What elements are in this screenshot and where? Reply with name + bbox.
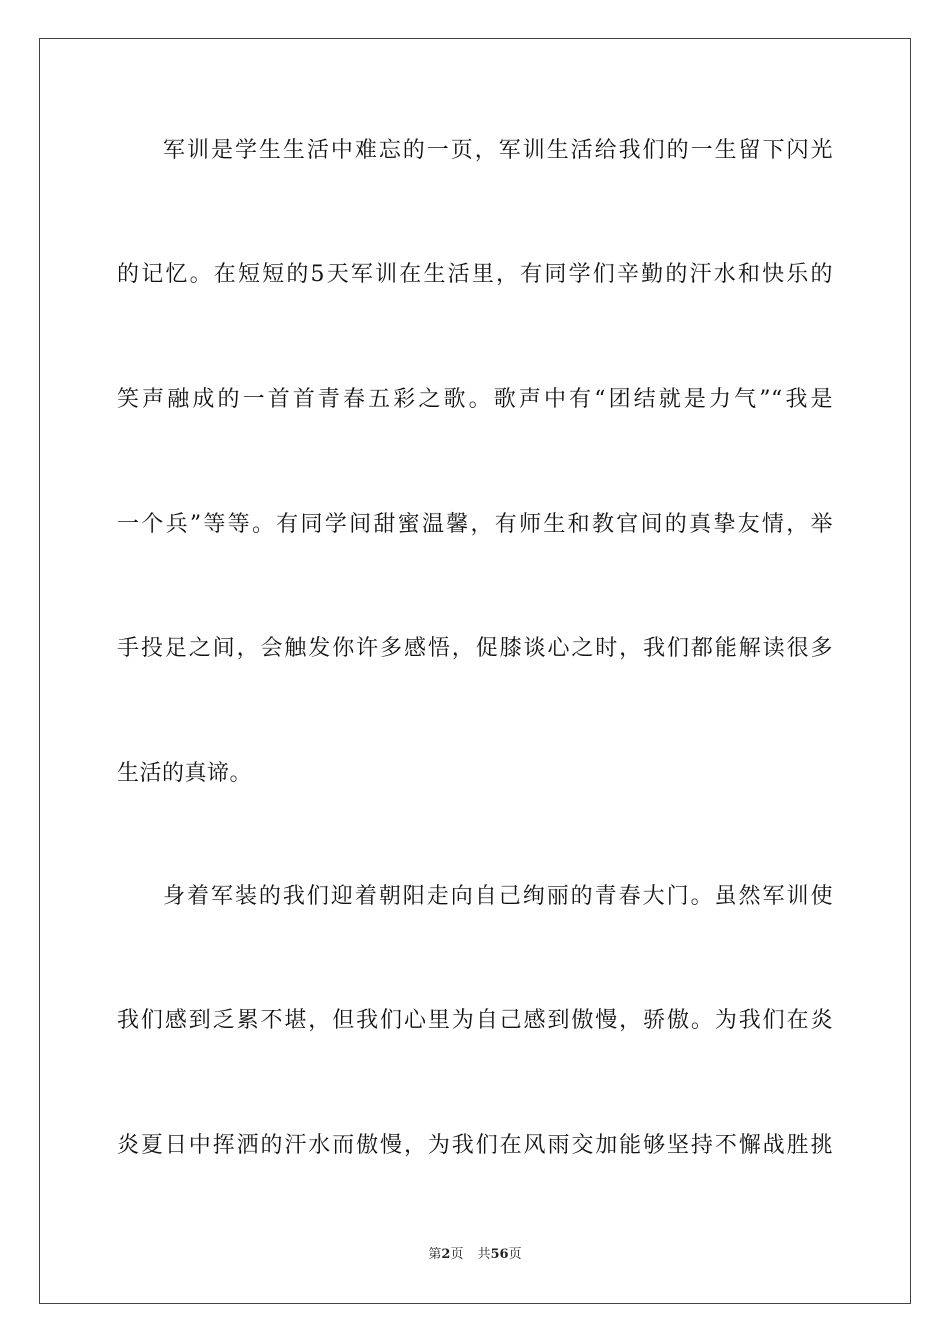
paragraph-2-line-2: 我们感到乏累不堪，但我们心里为自己感到傲慢，骄傲。为我们在炎 — [117, 1008, 833, 1033]
paragraph-1-line-5: 手投足之间，会触发你许多感悟，促膝谈心之时，我们都能解读很多 — [117, 636, 833, 661]
paragraph-2-line-1: 身着军装的我们迎着朝阳走向自己绚丽的青春大门。虽然军训使 — [163, 884, 833, 909]
paragraph-1-line-4: 一个兵”等等。有同学间甜蜜温馨，有师生和教官间的真挚友情，举 — [117, 512, 833, 537]
paragraph-2-line-3: 炎夏日中挥洒的汗水而傲慢，为我们在风雨交加能够坚持不懈战胜挑 — [117, 1133, 833, 1158]
current-page-number: 2 — [441, 1247, 451, 1262]
paragraph-1-line-6: 生活的真谛。 — [117, 761, 253, 786]
paragraph-1-line-3: 笑声融成的一首首青春五彩之歌。歌声中有“团结就是力气”“我是 — [117, 387, 833, 412]
page-border — [39, 38, 911, 1304]
page-prefix: 第 — [428, 1247, 442, 1262]
paragraph-1-line-1: 军训是学生生活中难忘的一页，军训生活给我们的一生留下闪光 — [163, 138, 833, 163]
total-suffix: 页 — [508, 1247, 522, 1262]
page-suffix: 页 — [450, 1247, 464, 1262]
paragraph-1-line-2: 的记忆。在短短的5天军训在生活里，有同学们辛勤的汗水和快乐的 — [117, 262, 833, 287]
page-footer — [0, 1246, 950, 1264]
total-page-count: 56 — [490, 1247, 509, 1262]
total-prefix: 共 — [477, 1247, 491, 1262]
